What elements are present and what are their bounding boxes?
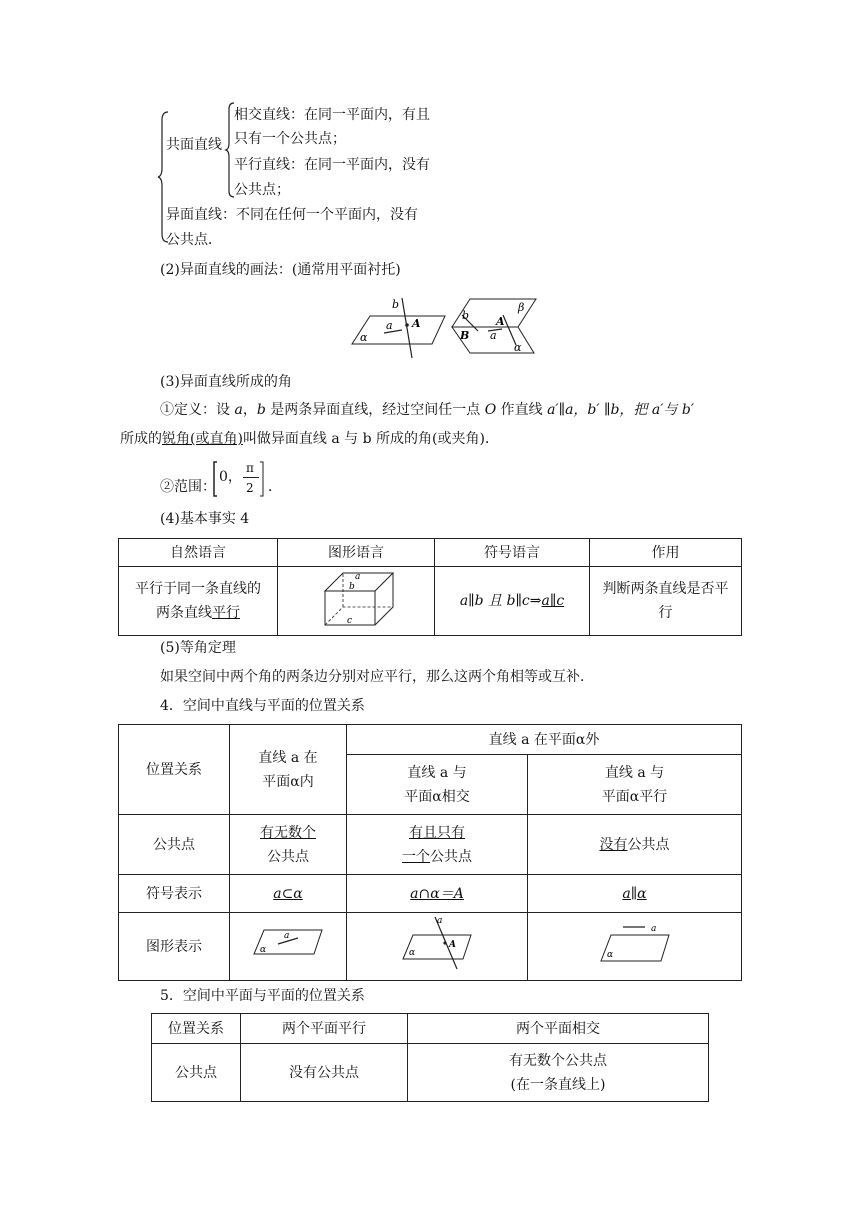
coplanar-label: 共面直线 (166, 137, 222, 153)
svg-text:α: α (409, 947, 416, 958)
header-natural: 自然语言 (119, 539, 278, 567)
svg-text:A: A (449, 939, 456, 950)
header-intersect: 两个平面相交 (408, 1014, 709, 1044)
cube-figure (321, 567, 391, 627)
position-label: 位置关系 (119, 725, 230, 815)
svg-text:α: α (260, 944, 267, 955)
fig-intersect (347, 913, 528, 981)
svg-text:a: a (437, 915, 443, 926)
symbol-row-label: 符号表示 (119, 875, 230, 913)
svg-text:a: a (284, 930, 290, 941)
cube-label-c: c (347, 616, 353, 626)
cube-figure-cell (278, 567, 435, 636)
in-plane-header: 直线 a 在 平面α内 (230, 725, 347, 815)
figure-row-label: 图形表示 (119, 913, 230, 981)
definition-line-1: ①定义：设 a，b 是两条异面直线，经过空间任一点 O 作直线 a′∥a，b′ ∥b，把 a′与 b′ (160, 402, 695, 418)
fig-parallel (528, 913, 742, 981)
definition-line-2: 所成的锐角(或直角)叫做异面直线 a 与 b 所成的角(或夹角)． (120, 431, 499, 447)
skew-figure-2 (448, 293, 543, 357)
sym-intersect: a∩α＝A (347, 875, 528, 913)
header-use: 作用 (590, 539, 742, 567)
label-B: B (460, 329, 470, 342)
parallel-header: 直线 a 与 平面α平行 (528, 755, 742, 815)
cp-in-plane: 有无数个 公共点 (230, 815, 347, 875)
cube-label-b: b (349, 582, 355, 592)
line-plane-table (118, 724, 742, 981)
skew-def-1: 异面直线：不同在任何一个平面内，没有 (166, 207, 418, 223)
line-in-plane-figure (252, 926, 324, 960)
svg-text:a: a (650, 923, 656, 934)
sec2-heading: (2)异面直线的画法：(通常用平面衬托) (160, 262, 401, 278)
intersecting-def-1: 相交直线：在同一平面内，有且 (234, 107, 430, 123)
label-alpha: α (514, 341, 522, 354)
common-points-label: 公共点 (152, 1044, 241, 1102)
range-end: ． (268, 479, 282, 495)
left-bracket (211, 461, 219, 497)
line-plane-heading: 4．空间中直线与平面的位置关系 (160, 698, 365, 714)
use-cell: 判断两条直线是否平 行 (590, 567, 742, 636)
intersect-header: 直线 a 与 平面α相交 (347, 755, 528, 815)
intersect-value: 有无数个公共点 (在一条直线上) (408, 1044, 709, 1102)
label-b: b (462, 309, 470, 322)
header-position: 位置关系 (152, 1014, 241, 1044)
label-a: a (386, 319, 393, 332)
cp-parallel: 没有公共点 (528, 815, 742, 875)
parallel-def-1: 平行直线：在同一平面内，没有 (234, 157, 430, 173)
outside-plane-header: 直线 a 在平面α外 (347, 725, 742, 755)
axiom4-table (118, 538, 742, 636)
symbol-cell: a∥b 且 b∥c⇒a∥c (435, 567, 590, 636)
label-alpha: α (360, 331, 368, 344)
fig-in-plane (230, 913, 347, 981)
label-beta: β (518, 301, 525, 314)
parallel-def-2: 公共点； (234, 182, 290, 198)
skew-def-2: 公共点． (166, 232, 222, 248)
skew-figure-1 (350, 296, 450, 366)
sec5-heading: (5)等角定理 (160, 640, 236, 656)
sym-in: a⊂α (230, 875, 347, 913)
range-zero: 0， (219, 469, 242, 485)
label-a: a (490, 329, 497, 342)
right-bracket (259, 461, 267, 497)
sym-parallel: a∥α (528, 875, 742, 913)
sec4-heading: (4)基本事实 4 (160, 511, 250, 527)
label-b: b (392, 298, 400, 311)
cp-intersect: 有且只有 一个公共点 (347, 815, 528, 875)
common-points-label: 公共点 (119, 815, 230, 875)
header-symbol: 符号语言 (435, 539, 590, 567)
plane-plane-table (151, 1013, 709, 1102)
sec5-text: 如果空间中两个角的两条边分别对应平行，那么这两个角相等或互补． (160, 669, 594, 685)
line-intersect-plane-figure (401, 915, 473, 971)
svg-text:α: α (606, 949, 613, 960)
range-two: 2 (246, 481, 254, 495)
intersecting-def-2: 只有一个公共点； (234, 131, 346, 147)
label-A: A (412, 317, 421, 330)
natural-cell: 平行于同一条直线的 两条直线平行 (119, 567, 278, 636)
label-A: A (496, 315, 505, 328)
range-pi: π (246, 461, 254, 475)
sec3-heading: (3)异面直线所成的角 (160, 374, 292, 390)
header-figure: 图形语言 (278, 539, 435, 567)
line-parallel-plane-figure (599, 921, 671, 965)
plane-plane-heading: 5．空间中平面与平面的位置关系 (160, 988, 365, 1004)
parallel-value: 没有公共点 (241, 1044, 408, 1102)
range-label: ②范围： (160, 479, 216, 495)
fraction-bar (243, 477, 259, 478)
cube-label-a: a (355, 572, 361, 582)
header-parallel: 两个平面平行 (241, 1014, 408, 1044)
